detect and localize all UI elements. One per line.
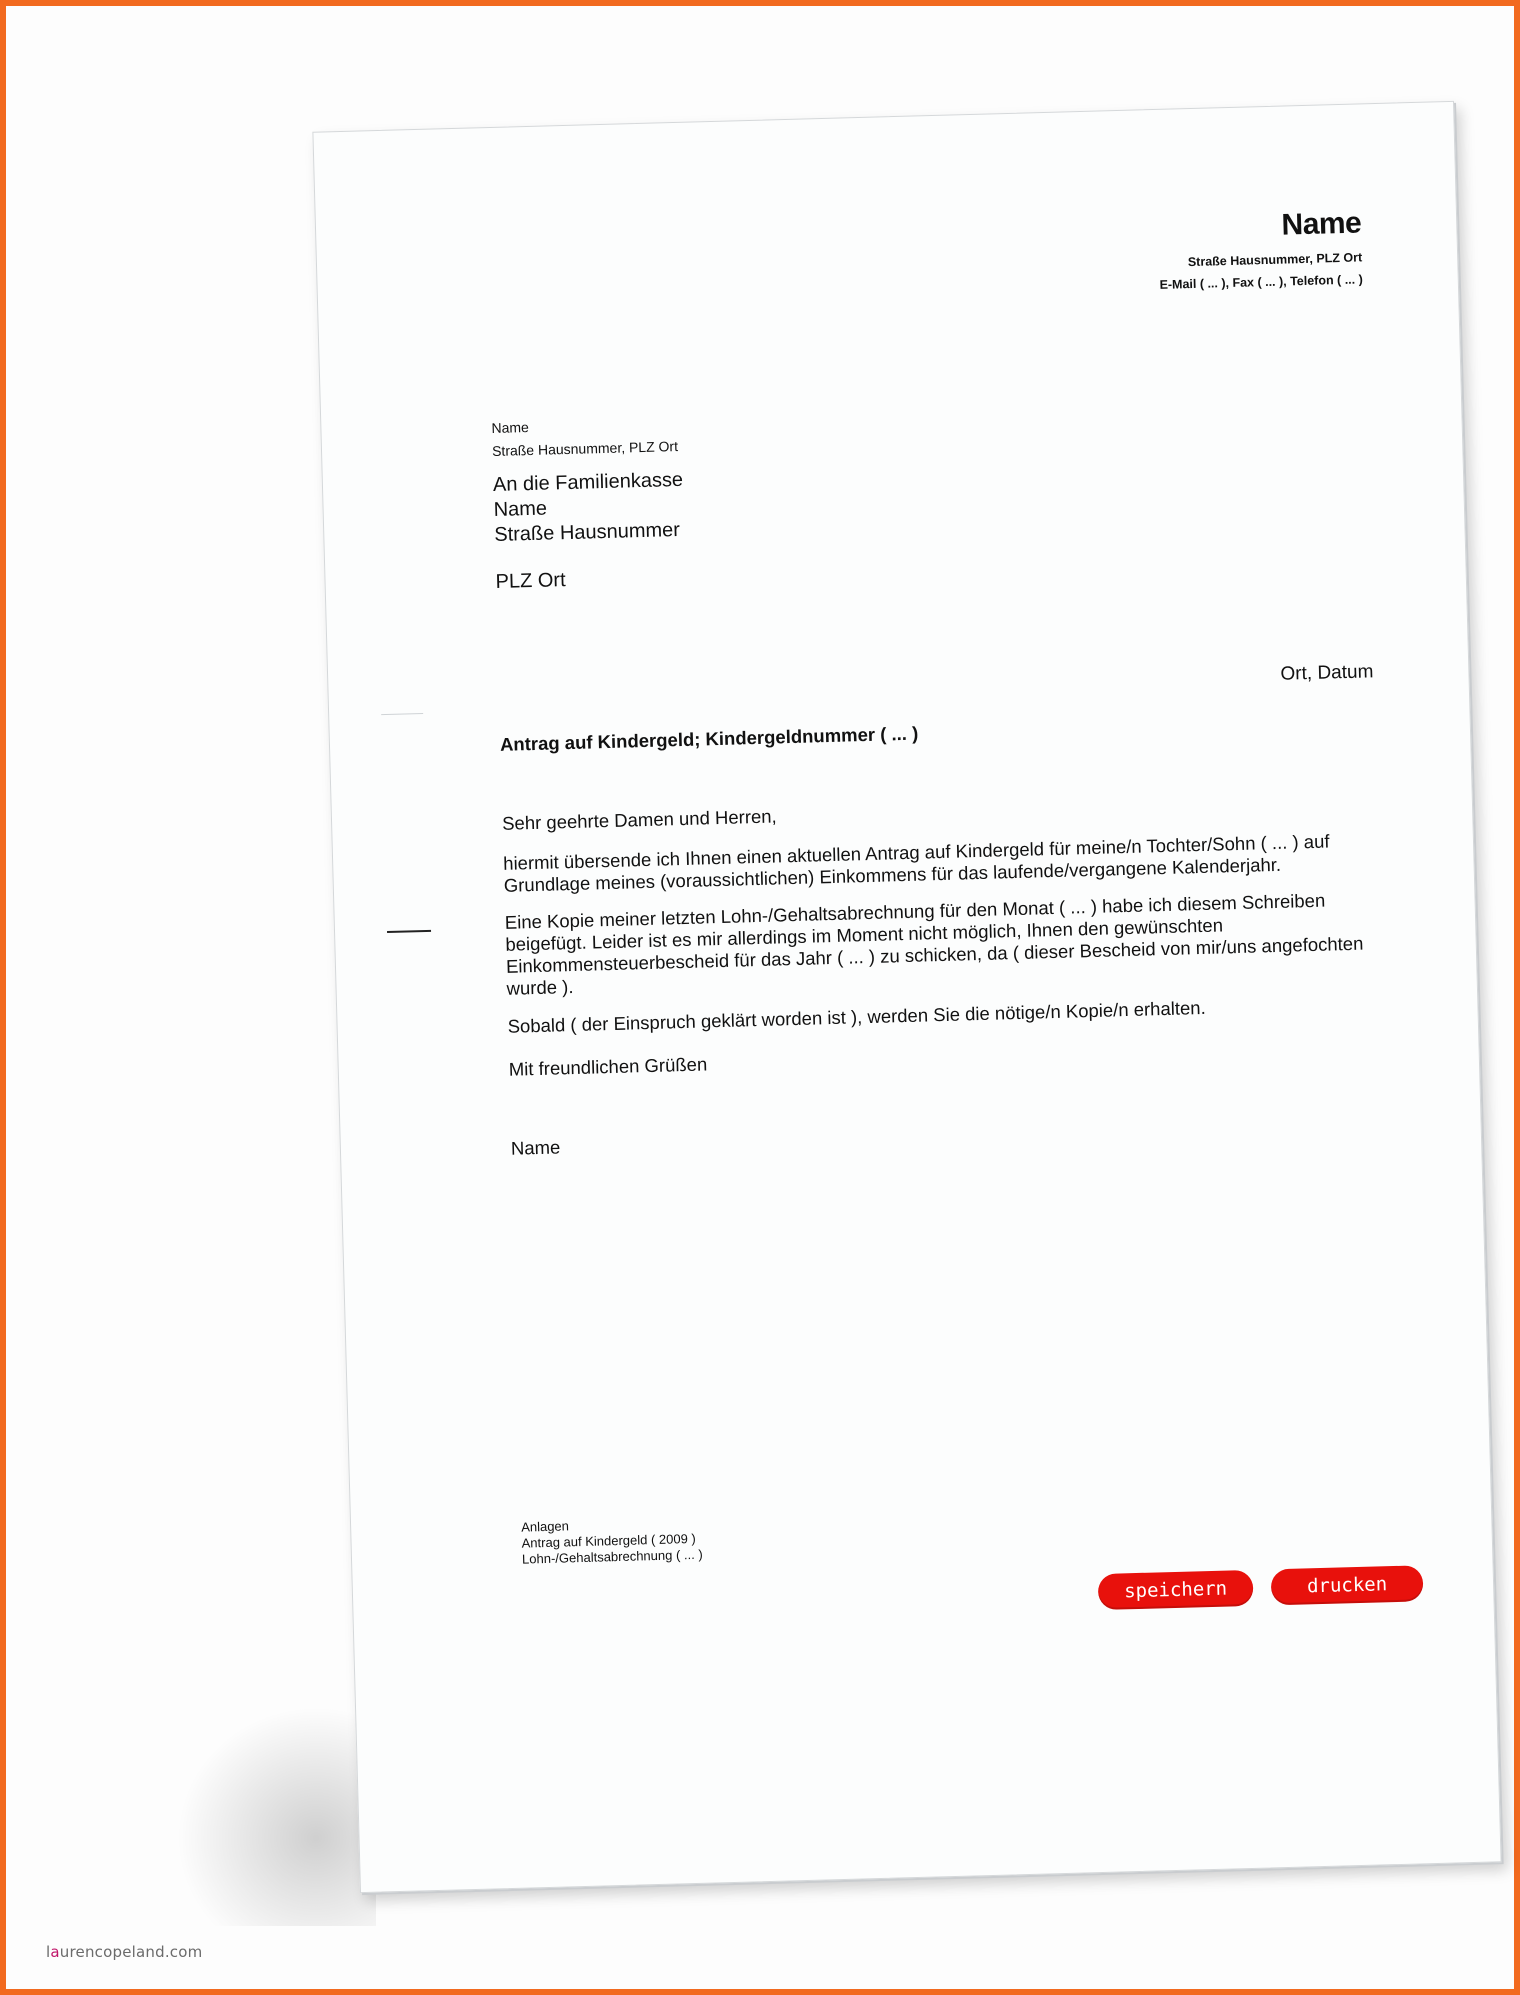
letterhead-name: Name: [1281, 206, 1362, 242]
paragraph-2: Eine Kopie meiner letzten Lohn-/Gehaltsabrechnung für den Monat ( ... ) habe ich diesem Schreiben beigefügt. Leider ist es mir allerdings im Moment nicht möglich, Ihnen den gewünschten Einkommensteuerbescheid für das Jahr ( ... ) zu schicken, da ( dieser Bescheid von mir/uns angefochten wurde ).: [504, 889, 1364, 999]
watermark-accent: a: [50, 1943, 60, 1961]
salutation: Sehr geehrte Damen und Herren,: [501, 805, 777, 834]
save-button[interactable]: speichern: [1098, 1570, 1254, 1610]
recipient-line-3: Straße Hausnummer: [494, 518, 681, 546]
attachments-title: Anlagen: [520, 1518, 570, 1535]
watermark-part: l: [46, 1943, 51, 1961]
place-date: Ort, Datum: [1280, 661, 1374, 685]
recipient-line-1: An die Familienkasse: [492, 468, 684, 497]
return-address-street: Straße Hausnummer, PLZ Ort: [491, 437, 679, 460]
watermark: [46, 1943, 202, 1961]
letterhead-address: Straße Hausnummer, PLZ Ort: [1187, 250, 1363, 270]
paragraph-1: hiermit übersende ich Ihnen einen aktuellen Antrag auf Kindergeld für meine/n Tochter/Sohn ( ... ) auf Grundlage meines (voraussichtlichen) Einkommens für das laufende/vergangene Kalenderjahr.: [502, 830, 1330, 896]
print-button[interactable]: drucken: [1271, 1565, 1424, 1605]
hole-punch-mark: [387, 930, 431, 933]
fold-mark-top: [381, 713, 423, 715]
closing: Mit freundlichen Grüßen: [508, 1053, 708, 1080]
paragraph-3: Sobald ( der Einspruch geklärt worden ist ), werden Sie die nötige/n Kopie/n erhalten.: [507, 996, 1206, 1037]
attachment-item: Antrag auf Kindergeld ( 2009 ): [521, 1530, 696, 1551]
recipient-line-4: PLZ Ort: [495, 569, 566, 593]
attachment-item: Lohn-/Gehaltsabrechnung ( ... ): [521, 1546, 703, 1567]
signature-name: Name: [510, 1136, 561, 1159]
recipient-line-2: Name: [493, 497, 548, 521]
letter-page: [312, 101, 1501, 1893]
page-shadow: [176, 1706, 376, 1926]
letterhead-contact: E-Mail ( ... ), Fax ( ... ), Telefon ( ... ): [1159, 272, 1363, 292]
subject-line: Antrag auf Kindergeld; Kindergeldnummer ( ... ): [499, 722, 919, 755]
return-address-name: Name: [491, 419, 530, 437]
watermark-part: urencopeland.com: [59, 1943, 203, 1961]
